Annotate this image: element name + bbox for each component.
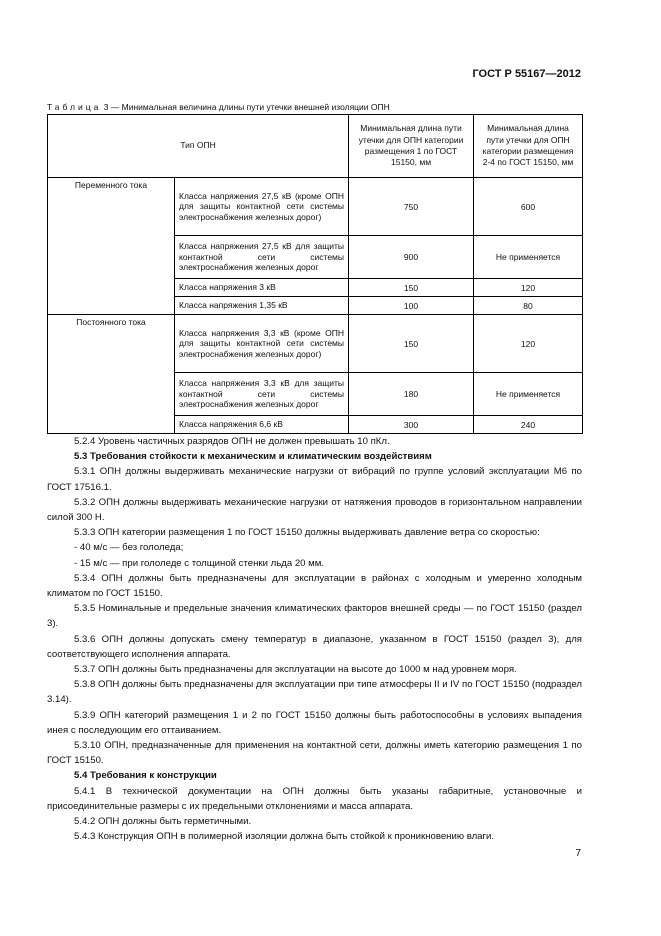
table-caption xyxy=(47,102,390,112)
value-cat24-cell: Не применяется xyxy=(474,373,583,416)
list-item: - 15 м/с — при гололеде с толщиной стенки льда 20 мм. xyxy=(74,557,325,569)
value-cat1-cell: 750 xyxy=(349,178,474,236)
paragraph: 5.4.3 Конструкция ОПН в полимерной изоляции должна быть стойкой к проникновению влаги. xyxy=(74,831,495,843)
leakage-path-table xyxy=(47,114,583,434)
voltage-class-cell: Класса напряжения 3 кВ xyxy=(175,279,349,297)
value-cat24-cell: 120 xyxy=(474,279,583,297)
paragraph: 5.3.5 Номинальные и предельные значения климатических факторов внешней среды — по ГОСТ 15150 (раздел 3). xyxy=(47,603,582,630)
document-body xyxy=(47,434,582,844)
paragraph: 5.3.3 ОПН категории размещения 1 по ГОСТ 15150 должны выдерживать давление ветра со скоростью: xyxy=(74,527,540,539)
value-cat24-cell: 120 xyxy=(474,315,583,373)
value-cat1-cell: 180 xyxy=(349,373,474,416)
voltage-class-cell: Класса напряжения 27,5 кВ для защиты контактной сети системы электроснабжения железных дорог xyxy=(175,236,349,279)
paragraph: 5.4.1 В технической документации на ОПН должны быть указаны габаритные, установочные и присоединительные размеры с их предельными отклонениями и масса аппарата. xyxy=(47,785,582,812)
voltage-class-cell: Класса напряжения 27,5 кВ (кроме ОПН для защиты контактной сети системы электроснабжения железных дорог) xyxy=(175,178,349,236)
paragraph: 5.4.2 ОПН должны быть герметичными. xyxy=(74,816,252,828)
voltage-class-cell: Класса напряжения 3,3 кВ (кроме ОПН для защиты контактной сети системы электроснабжения железных дорог) xyxy=(175,315,349,373)
document-code: ГОСТ Р 55167—2012 xyxy=(472,68,581,80)
voltage-class-cell: Класса напряжения 6,6 кВ xyxy=(175,416,349,434)
paragraph: 5.3.7 ОПН должны быть предназначены для эксплуатации на высоте до 1000 м над уровнем моря. xyxy=(74,664,517,676)
col-header-category-2-4: Минимальная длина пути утечки для ОПН категории размещения 2-4 по ГОСТ 15150, мм xyxy=(474,115,583,178)
page-number: 7 xyxy=(575,848,581,859)
paragraph: 5.3.8 ОПН должны быть предназначены для эксплуатации при типе атмосферы II и IV по ГОСТ 15150 (подраздел 3.14). xyxy=(47,679,582,706)
voltage-class-cell: Класса напряжения 3,3 кВ для защиты контактной сети системы электроснабжения железных дорог xyxy=(175,373,349,416)
value-cat1-cell: 900 xyxy=(349,236,474,279)
value-cat1-cell: 100 xyxy=(349,297,474,315)
paragraph: 5.3.1 ОПН должны выдерживать механические нагрузки от вибраций по группе условий эксплуатации М6 по ГОСТ 17516.1. xyxy=(47,466,582,493)
value-cat24-cell: 240 xyxy=(474,416,583,434)
list-item: - 40 м/с — без гололеда; xyxy=(74,542,184,554)
group-dc: Постоянного тока xyxy=(48,315,175,434)
col-header-type: Тип ОПН xyxy=(48,115,349,178)
paragraph: 5.3.4 ОПН должны быть предназначены для эксплуатации в районах с холодным и умеренно холодным климатом по ГОСТ 15150. xyxy=(47,572,582,600)
col-header-category-1: Минимальная длина пути утечки для ОПН категории размещения 1 по ГОСТ 15150, мм xyxy=(349,115,474,178)
paragraph: 5.3.2 ОПН должны выдерживать механические нагрузки от натяжения проводов в горизонтальном направлении силой 300 Н. xyxy=(47,496,582,524)
value-cat1-cell: 300 xyxy=(349,416,474,434)
paragraph: 5.2.4 Уровень частичных разрядов ОПН не должен превышать 10 пКл. xyxy=(74,436,390,447)
group-ac: Переменного тока xyxy=(48,178,175,315)
value-cat1-cell: 150 xyxy=(349,279,474,297)
paragraph: 5.3.9 ОПН категорий размещения 1 и 2 по ГОСТ 15150 должны быть работоспособны в условиях выпадения инея с последующим его оттаиванием. xyxy=(47,709,582,736)
value-cat24-cell: Не применяется xyxy=(474,236,583,279)
paragraph: 5.3.10 ОПН, предназначенные для применения на контактной сети, должны иметь категорию размещения 1 по ГОСТ 15150. xyxy=(47,740,582,767)
paragraph: 5.3.6 ОПН должны допускать смену температур в диапазоне, указанном в ГОСТ 15150 (раздел 3), для соответствующего исполнения аппарата. xyxy=(47,633,582,660)
voltage-class-cell: Класса напряжения 1,35 кВ xyxy=(175,297,349,315)
table-caption-word: Таблица xyxy=(47,102,102,112)
table-caption-text: 3 — Минимальная величина длины пути утечки внешней изоляции ОПН xyxy=(101,102,390,112)
value-cat1-cell: 150 xyxy=(349,315,474,373)
value-cat24-cell: 600 xyxy=(474,178,583,236)
value-cat24-cell: 80 xyxy=(474,297,583,315)
section-heading: 5.4 Требования к конструкции xyxy=(74,770,217,782)
section-heading: 5.3 Требования стойкости к механическим и климатическим воздействиям xyxy=(74,451,432,463)
table-row xyxy=(48,178,583,236)
table-row xyxy=(48,315,583,373)
